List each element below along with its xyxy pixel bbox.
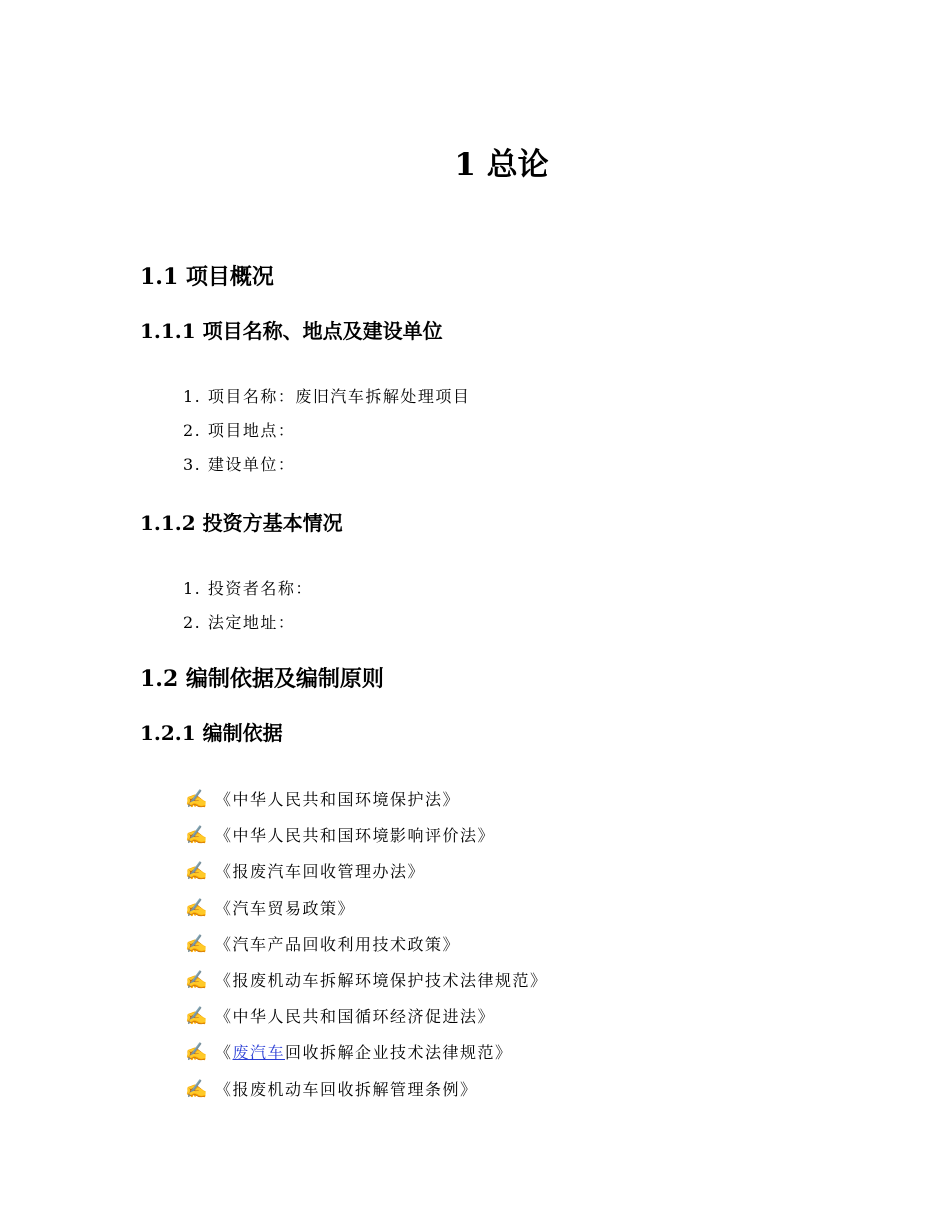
- list-item-text: 《报废机动车拆解环境保护技术法律规范》: [215, 970, 548, 990]
- subsection-heading-1-2-1: 1.2.1 编制依据: [140, 721, 283, 745]
- pen-writing-icon: ✍: [185, 897, 208, 919]
- list-item-text: 《报废机动车回收拆解管理条例》: [215, 1079, 478, 1099]
- pen-writing-icon: ✍: [185, 1006, 208, 1028]
- list-item: [185, 854, 548, 890]
- list-item: 1. 项目名称：废旧汽车拆解处理项目: [183, 387, 471, 406]
- list-item: [185, 1072, 548, 1108]
- list-item: 2. 项目地点：: [183, 421, 296, 440]
- list-item: [185, 1035, 548, 1071]
- list-item-text: 《报废汽车回收管理办法》: [215, 862, 426, 882]
- pen-writing-icon: ✍: [185, 861, 208, 883]
- list-item-text: 《汽车贸易政策》: [215, 898, 356, 918]
- document-page: [140, 0, 840, 1230]
- list-item: 1. 投资者名称：: [183, 579, 313, 598]
- section-heading-1-1: 1.1 项目概况: [140, 264, 274, 290]
- investor-info-list: [183, 572, 313, 640]
- pen-writing-icon: ✍: [185, 933, 208, 955]
- chapter-title: 1 总论: [454, 147, 549, 183]
- scrap-car-link[interactable]: 废汽车: [232, 1043, 286, 1063]
- pen-writing-icon: ✍: [185, 1042, 208, 1064]
- pen-writing-icon: ✍: [185, 969, 208, 991]
- list-item-text: 《中华人民共和国环境影响评价法》: [215, 826, 496, 846]
- pen-writing-icon: ✍: [185, 825, 208, 847]
- list-item: [185, 891, 548, 927]
- list-item: 2. 法定地址：: [183, 613, 296, 632]
- basis-list: [185, 782, 548, 1108]
- subsection-heading-1-1-1: 1.1.1 项目名称、地点及建设单位: [140, 319, 443, 343]
- project-info-list: [183, 380, 470, 482]
- list-item-suffix: 回收拆解企业技术法律规范》: [285, 1043, 513, 1063]
- list-item: [185, 818, 548, 854]
- list-item-prefix: 《: [215, 1043, 233, 1063]
- list-item-text: 《中华人民共和国循环经济促进法》: [215, 1007, 496, 1027]
- pen-writing-icon: ✍: [185, 789, 208, 810]
- list-item-text: 《中华人民共和国环境保护法》: [215, 790, 461, 809]
- list-item: 3. 建设单位：: [183, 455, 296, 474]
- list-item: [185, 782, 548, 818]
- list-item-text: 《汽车产品回收利用技术政策》: [215, 934, 461, 954]
- list-item: [185, 963, 548, 999]
- pen-writing-icon: ✍: [185, 1078, 208, 1100]
- section-heading-1-2: 1.2 编制依据及编制原则: [140, 666, 384, 692]
- list-item: [185, 999, 548, 1035]
- list-item: [185, 927, 548, 963]
- subsection-heading-1-1-2: 1.1.2 投资方基本情况: [140, 511, 343, 535]
